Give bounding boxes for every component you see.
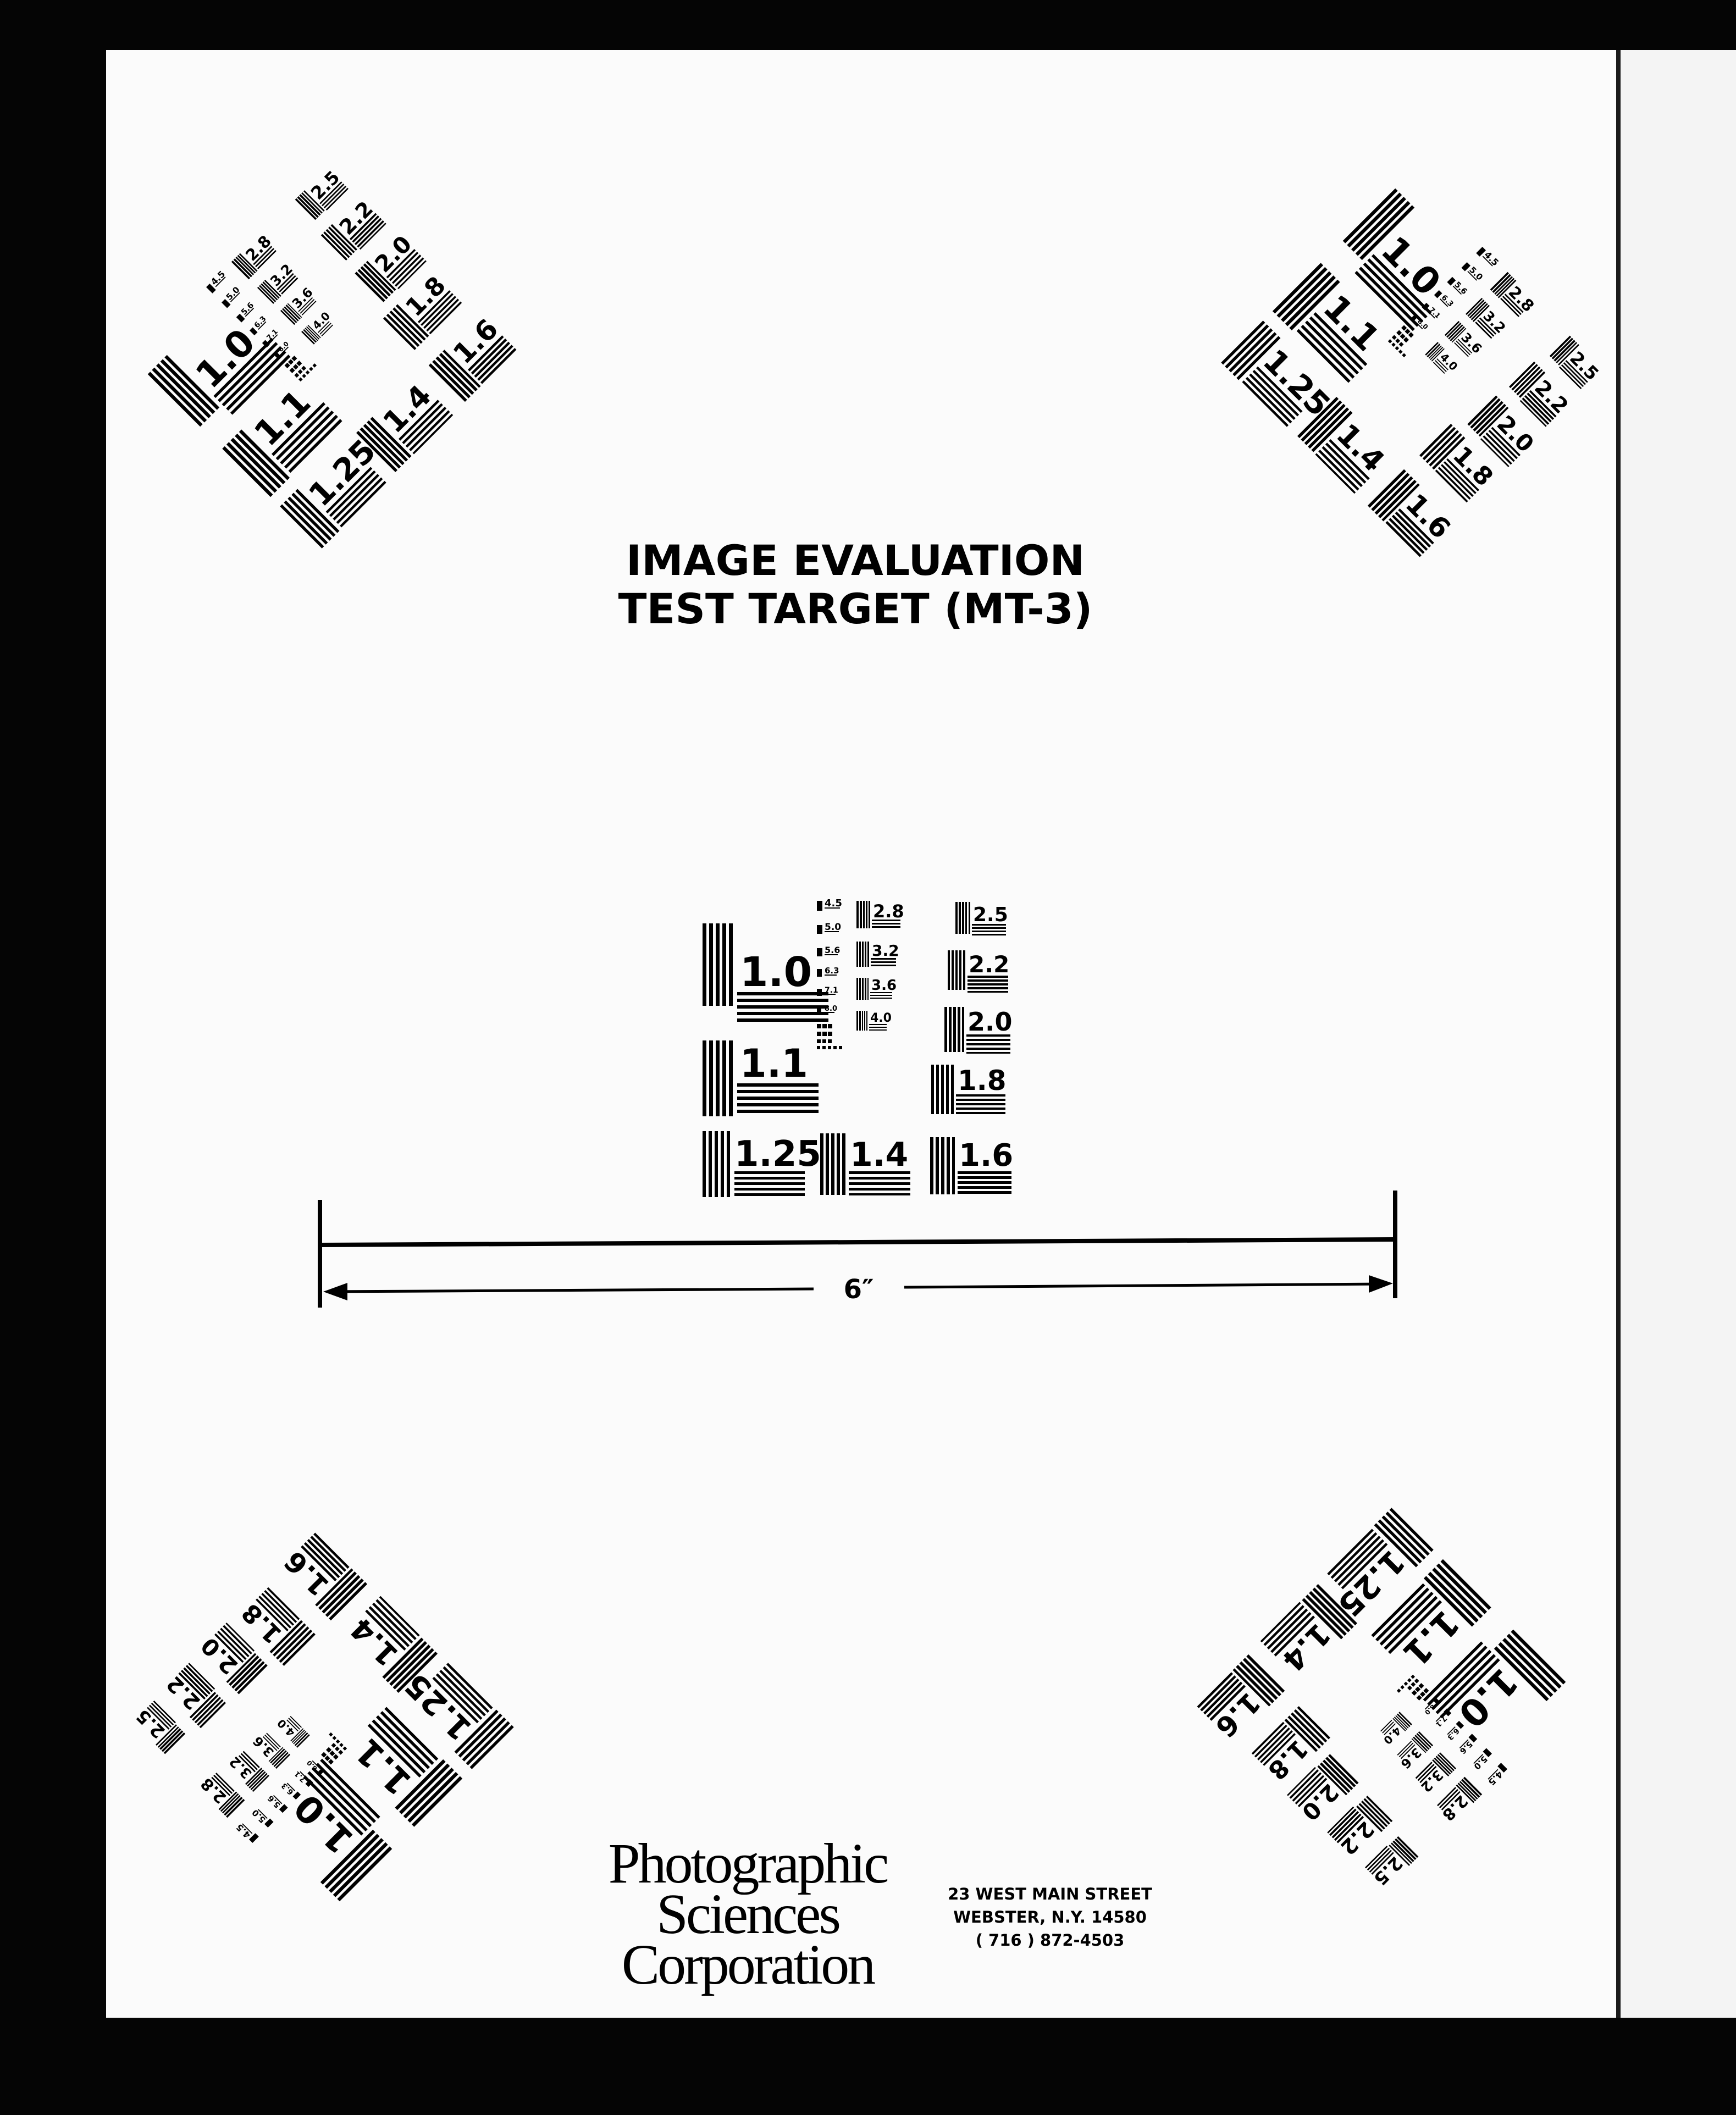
center-resolution-target	[703, 898, 1013, 1197]
company-line-1: Photographic	[608, 1832, 887, 1895]
company-line-2: Sciences	[656, 1883, 839, 1946]
title-line-2: TEST TARGET (MT-3)	[618, 584, 1093, 633]
company-line-3: Corporation	[621, 1933, 874, 1996]
top-left-resolution-target	[131, 160, 519, 549]
bottom-right-resolution-target	[1194, 1508, 1583, 1896]
bottom-left-resolution-target	[125, 1530, 514, 1918]
six-inch-ruler	[318, 1191, 1397, 1308]
company-logo-text	[594, 1832, 902, 1996]
address-city: WEBSTER, N.Y. 14580	[953, 1908, 1147, 1926]
title-line-1: IMAGE EVALUATION	[626, 536, 1085, 585]
address-phone: ( 716 ) 872-4503	[975, 1931, 1125, 1950]
company-address	[935, 1883, 1165, 1952]
ruler-label: 6″	[843, 1274, 874, 1305]
resolution-target-art: 1.4 1.6 1.8 6″	[0, 0, 1736, 2115]
address-street: 23 WEST MAIN STREET	[948, 1885, 1152, 1903]
top-right-resolution-target	[1221, 171, 1610, 560]
